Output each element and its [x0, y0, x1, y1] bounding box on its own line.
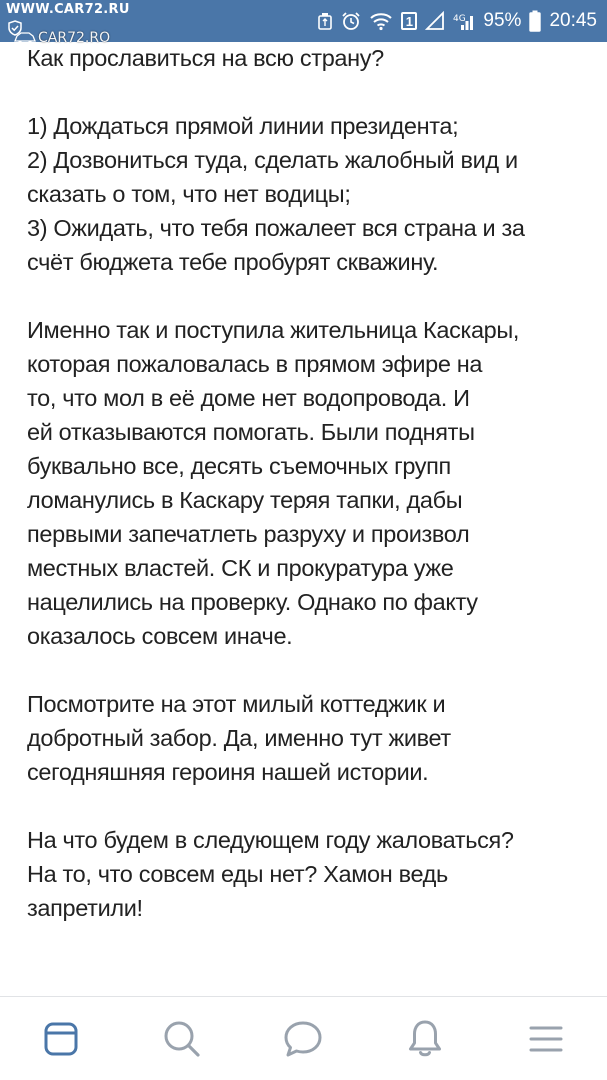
status-right	[317, 8, 597, 34]
sim-badge: 1	[401, 12, 417, 30]
post-line: Посмотрите на этот милый коттеджик и	[27, 691, 446, 717]
search-icon	[163, 1020, 201, 1058]
notifications-icon	[407, 1019, 443, 1059]
post-paragraph	[27, 313, 597, 653]
post-text	[27, 41, 597, 959]
post-line: запретили!	[27, 895, 143, 921]
post-line: 1) Дождаться прямой линии президента;	[27, 113, 459, 139]
watermark-logo-text: CAR72.RO	[38, 30, 111, 46]
battery-icon	[529, 10, 541, 32]
nav-menu[interactable]	[516, 1009, 576, 1069]
post-line: сказать о том, что нет водицы;	[27, 181, 351, 207]
nav-notifications[interactable]	[395, 1009, 455, 1069]
post-line: На что будем в следующем году жаловаться?	[27, 827, 514, 853]
post-line: добротный забор. Да, именно тут живет	[27, 725, 451, 751]
signal-empty-icon	[425, 11, 445, 31]
recycle-icon	[317, 12, 333, 30]
bottom-nav	[0, 996, 607, 1080]
car-icon	[14, 32, 36, 44]
nav-messages[interactable]	[273, 1009, 333, 1069]
post-paragraph	[27, 687, 597, 789]
menu-icon	[528, 1024, 564, 1054]
post-line: Как прославиться на всю страну?	[27, 45, 384, 71]
watermark-text: WWW.CAR72.RU	[6, 2, 130, 17]
news-icon	[43, 1021, 79, 1057]
post-line: счёт бюджета тебе пробурят скважину.	[27, 249, 439, 275]
post-line: нацелились на проверку. Однако по факту	[27, 589, 478, 615]
post-line: оказалось совсем иначе.	[27, 623, 293, 649]
nav-search[interactable]	[152, 1009, 212, 1069]
nav-news[interactable]	[31, 1009, 91, 1069]
post-line: ей отказываются помогать. Были подняты	[27, 419, 475, 445]
post-line: местных властей. СК и прокуратура уже	[27, 555, 454, 581]
post-line: первыми запечатлеть разруху и произвол	[27, 521, 470, 547]
signal-bars-icon	[453, 11, 475, 31]
post-paragraph	[27, 823, 597, 925]
battery-percent: 95%	[483, 10, 522, 31]
watermark-logo	[14, 30, 110, 46]
messages-icon	[283, 1020, 323, 1058]
post-line: 2) Дозвониться туда, сделать жалобный вид и	[27, 147, 518, 173]
svg-text:4G: 4G	[453, 14, 467, 24]
post-paragraph	[27, 109, 597, 279]
post-line: ломанулись в Каскару теряя тапки, дабы	[27, 487, 463, 513]
post-line: которая пожаловалась в прямом эфире на	[27, 351, 483, 377]
post-line: то, что мол в её доме нет водопровода. И	[27, 385, 470, 411]
post-paragraph	[27, 41, 597, 75]
wifi-icon	[369, 11, 393, 31]
post-line: Именно так и поступила жительница Каскары,	[27, 317, 520, 343]
post-line: На то, что совсем еды нет? Хамон ведь	[27, 861, 448, 887]
post-line: сегодняшняя героиня нашей истории.	[27, 759, 429, 785]
post-line: буквально все, десять съемочных групп	[27, 453, 451, 479]
alarm-icon	[341, 11, 361, 31]
post-line: 3) Ожидать, что тебя пожалеет вся страна и за	[27, 215, 525, 241]
clock: 20:45	[549, 10, 597, 31]
